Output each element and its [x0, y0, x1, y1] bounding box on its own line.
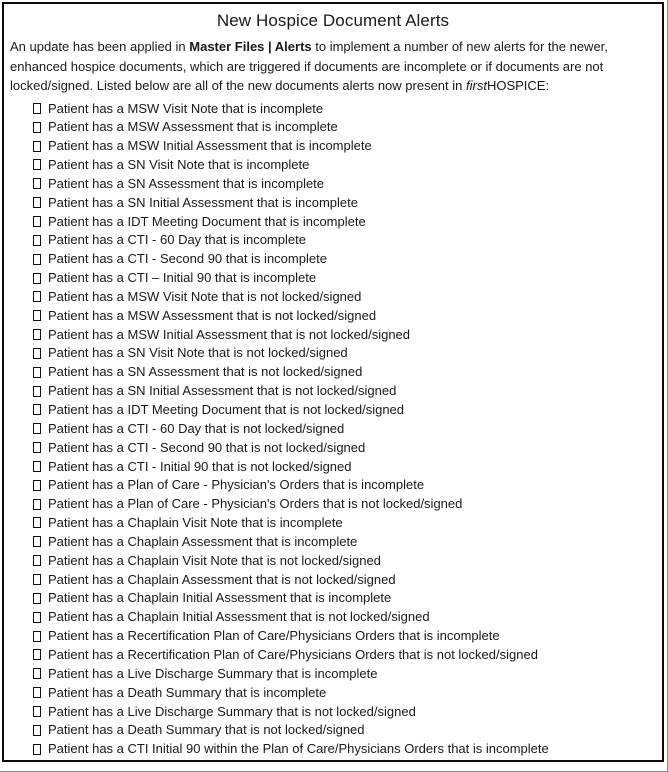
checkbox-bullet-icon	[33, 386, 41, 397]
alert-text: Patient has a Chaplain Assessment that is incomplete	[48, 533, 358, 549]
alert-text: Patient has a SN Initial Assessment that is not locked/signed	[48, 383, 397, 399]
page-title: New Hospice Document Alerts	[216, 11, 450, 30]
alert-list-item	[4, 533, 662, 552]
checkbox-bullet-icon	[33, 122, 41, 133]
intro-text-middle: to implement a number of new alerts for the newer, enhanced hospice documents, which are triggered if documents are incomplete or if documents are not locked/signed. Listed below are all of the new documents alerts now present in	[10, 39, 608, 93]
alert-list-item	[4, 420, 662, 439]
checkbox-bullet-icon	[33, 499, 41, 510]
checkbox-bullet-icon	[33, 687, 41, 698]
checkbox-bullet-icon	[33, 536, 41, 547]
alert-list-item	[4, 250, 662, 269]
alert-text: Patient has a CTI - Second 90 that is incomplete	[48, 251, 327, 267]
alert-text: Patient has a Chaplain Assessment that is not locked/signed	[48, 571, 396, 587]
checkbox-bullet-icon	[33, 254, 41, 265]
intro-paragraph	[10, 37, 656, 96]
checkbox-bullet-icon	[33, 348, 41, 359]
alert-list	[4, 100, 662, 760]
checkbox-bullet-icon	[33, 103, 41, 114]
alert-text: Patient has a SN Initial Assessment that is incomplete	[48, 194, 358, 210]
checkbox-bullet-icon	[33, 216, 41, 227]
checkbox-bullet-icon	[33, 404, 41, 415]
alert-list-item	[4, 382, 662, 401]
alert-text: Patient has a Chaplain Initial Assessment that is incomplete	[48, 590, 392, 606]
intro-text-after: HOSPICE:	[486, 78, 550, 93]
alert-text: Patient has a SN Assessment that is not locked/signed	[48, 364, 363, 380]
alert-list-item	[4, 307, 662, 326]
alert-text: Patient has a SN Visit Note that is incomplete	[48, 157, 310, 173]
alert-text: Patient has a Live Discharge Summary that is incomplete	[48, 665, 378, 681]
alert-list-item	[4, 100, 662, 119]
alert-list-item	[4, 326, 662, 345]
checkbox-bullet-icon	[33, 178, 41, 189]
alert-list-item	[4, 703, 662, 722]
intro-menu-path: Master Files | Alerts	[189, 39, 312, 54]
alert-list-item	[4, 439, 662, 458]
checkbox-bullet-icon	[33, 235, 41, 246]
alert-text: Patient has a MSW Visit Note that is not locked/signed	[48, 288, 362, 304]
checkbox-bullet-icon	[33, 612, 41, 623]
alert-list-item	[4, 137, 662, 156]
alert-text: Patient has a MSW Visit Note that is incomplete	[48, 100, 324, 116]
checkbox-bullet-icon	[33, 423, 41, 434]
alert-list-item	[4, 552, 662, 571]
alert-list-item	[4, 118, 662, 137]
alert-list-item	[4, 401, 662, 420]
alert-list-item	[4, 495, 662, 514]
alert-list-item	[4, 156, 662, 175]
alert-text: Patient has a Live Discharge Summary that is not locked/signed	[48, 703, 416, 719]
alert-text: Patient has a MSW Assessment that is not locked/signed	[48, 307, 377, 323]
checkbox-bullet-icon	[33, 291, 41, 302]
checkbox-bullet-icon	[33, 480, 41, 491]
checkbox-bullet-icon	[33, 725, 41, 736]
checkbox-bullet-icon	[33, 442, 41, 453]
alert-text: Patient has a Death Summary that is not locked/signed	[48, 722, 365, 738]
alert-text: Patient has a Plan of Care - Physician's Orders that is incomplete	[48, 477, 425, 493]
checkbox-bullet-icon	[33, 593, 41, 604]
alert-list-item	[4, 344, 662, 363]
checkbox-bullet-icon	[33, 461, 41, 472]
alert-text: Patient has a CTI - Second 90 that is not locked/signed	[48, 439, 366, 455]
checkbox-bullet-icon	[33, 668, 41, 679]
checkbox-bullet-icon	[33, 649, 41, 660]
alert-text: Patient has a Death Summary that is incomplete	[48, 684, 327, 700]
checkbox-bullet-icon	[33, 197, 41, 208]
alert-text: Patient has a MSW Initial Assessment that is not locked/signed	[48, 326, 411, 342]
alert-list-item	[4, 175, 662, 194]
alert-list-item	[4, 627, 662, 646]
checkbox-bullet-icon	[33, 706, 41, 717]
alert-list-item	[4, 363, 662, 382]
alert-list-item	[4, 608, 662, 627]
alert-text: Patient has a IDT Meeting Document that is incomplete	[48, 213, 366, 229]
document-border-frame	[2, 2, 664, 762]
checkbox-bullet-icon	[33, 310, 41, 321]
alert-text: Patient has a Chaplain Visit Note that is not locked/signed	[48, 552, 381, 568]
alert-text: Patient has a Chaplain Initial Assessment that is not locked/signed	[48, 609, 430, 625]
alert-text: Patient has a MSW Initial Assessment that is incomplete	[48, 138, 372, 154]
checkbox-bullet-icon	[33, 329, 41, 340]
checkbox-bullet-icon	[33, 744, 41, 755]
alert-text: Patient has a SN Visit Note that is not locked/signed	[48, 345, 348, 361]
alert-list-item	[4, 646, 662, 665]
checkbox-bullet-icon	[33, 631, 41, 642]
alert-list-item	[4, 476, 662, 495]
checkbox-bullet-icon	[33, 273, 41, 284]
alert-list-item	[4, 458, 662, 477]
alert-text: Patient has a MSW Assessment that is incomplete	[48, 119, 338, 135]
checkbox-bullet-icon	[33, 159, 41, 170]
alert-list-item	[4, 684, 662, 703]
intro-text-before: An update has been applied in	[10, 39, 190, 54]
alert-text: Patient has a SN Assessment that is incomplete	[48, 175, 325, 191]
checkbox-bullet-icon	[33, 574, 41, 585]
alert-list-item	[4, 514, 662, 533]
alert-text: Patient has a Plan of Care - Physician's Orders that is not locked/signed	[48, 496, 463, 512]
alert-text: Patient has a CTI – Initial 90 that is incomplete	[48, 270, 317, 286]
checkbox-bullet-icon	[33, 367, 41, 378]
alert-text: Patient has a CTI - 60 Day that is not locked/signed	[48, 420, 345, 436]
alert-text: Patient has a IDT Meeting Document that is not locked/signed	[48, 402, 405, 417]
alert-list-item	[4, 269, 662, 288]
alert-list-item	[4, 213, 662, 232]
alert-list-item	[4, 589, 662, 608]
alert-text: Patient has a CTI - Initial 90 that is not locked/signed	[48, 458, 352, 474]
checkbox-bullet-icon	[33, 517, 41, 528]
checkbox-bullet-icon	[33, 555, 41, 566]
alert-text: Patient has a Chaplain Visit Note that is incomplete	[48, 515, 343, 531]
alert-list-item	[4, 721, 662, 740]
alert-text: Patient has a CTI Initial 90 within the Plan of Care/Physicians Orders that is incomplete	[48, 741, 549, 757]
checkbox-bullet-icon	[33, 141, 41, 152]
alert-list-item	[4, 740, 662, 759]
alert-text: Patient has a Recertification Plan of Care/Physicians Orders that is incomplete	[48, 628, 500, 644]
alert-list-item	[4, 194, 662, 213]
alert-list-item	[4, 665, 662, 684]
alert-list-item	[4, 288, 662, 307]
alert-text: Patient has a CTI - 60 Day that is incomplete	[48, 232, 306, 248]
intro-brand-name-italic: first	[465, 78, 487, 93]
alert-list-item	[4, 231, 662, 250]
alert-text: Patient has a Recertification Plan of Care/Physicians Orders that is not locked/signed	[48, 646, 538, 662]
alert-list-item	[4, 571, 662, 590]
